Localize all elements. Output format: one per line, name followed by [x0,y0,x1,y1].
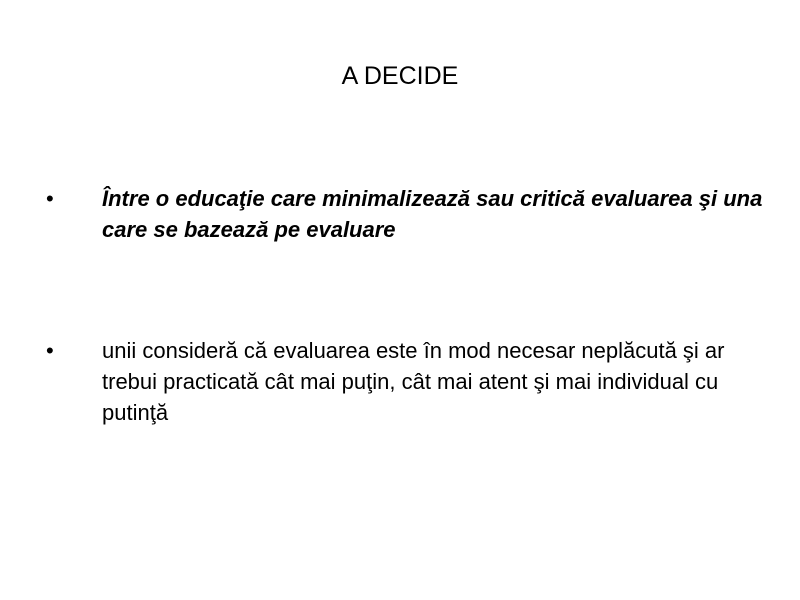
bullet-item-2 [46,335,766,428]
bullet-marker-icon: • [46,338,54,363]
bullet-item-1 [46,183,766,245]
bullet-marker-icon: • [46,186,54,211]
bullet-text-1: Între o educaţie care minimalizează sau critică evaluarea şi una care se bazează pe evaluare [102,186,763,242]
bullet-text-2: unii consideră că evaluarea este în mod necesar neplăcută şi ar trebui practicată cât mai puţin, cât mai atent şi mai individual cu putinţă [102,338,725,425]
slide-title: A DECIDE [341,62,459,90]
